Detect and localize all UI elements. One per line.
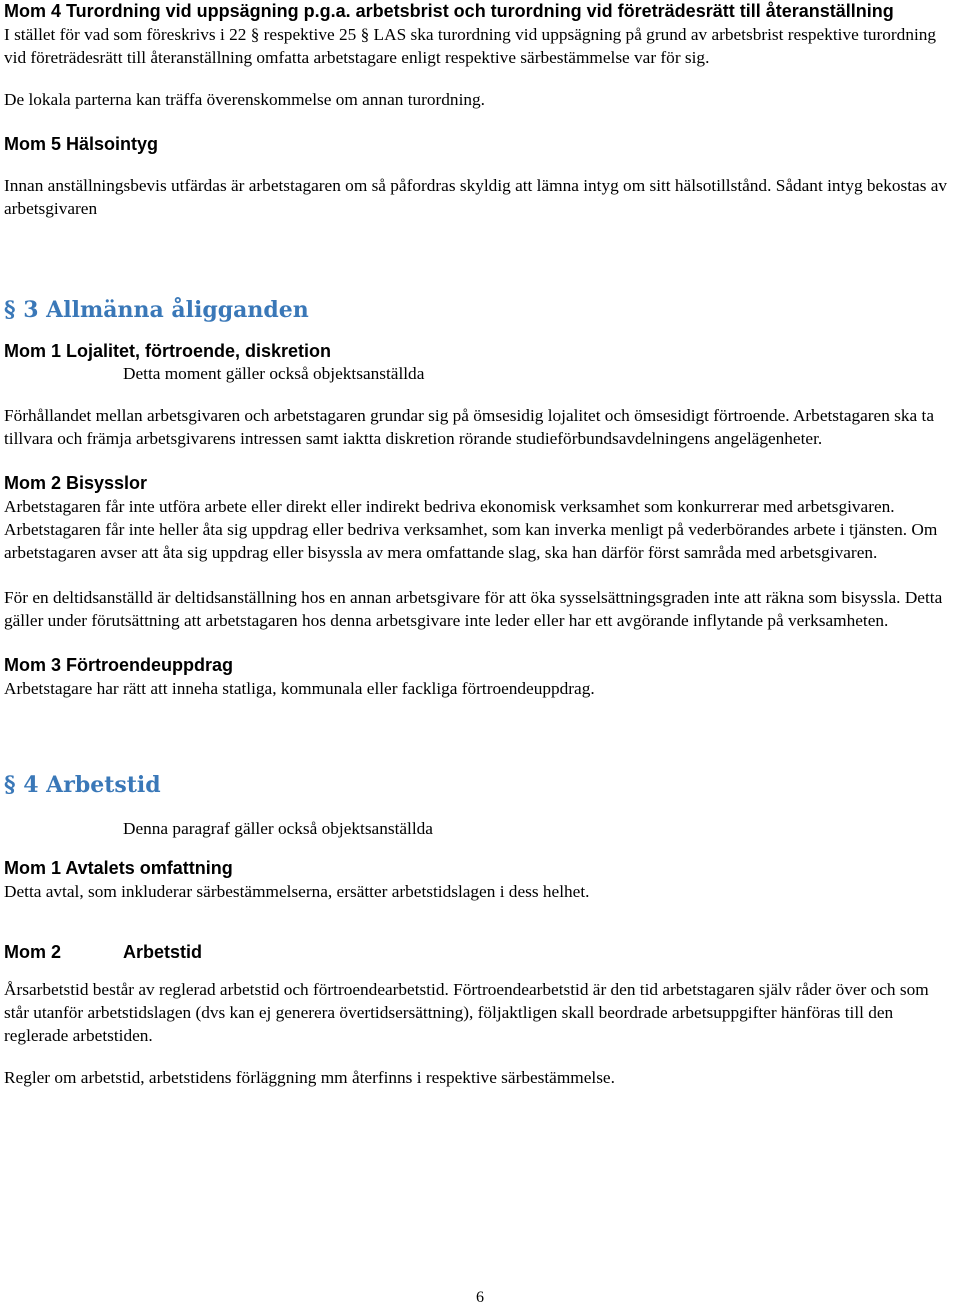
s4-mom2-title: Arbetstid <box>123 942 203 962</box>
section-3-heading <box>4 296 954 324</box>
s3-mom3-paragraph-1: Arbetstagare har rätt att inneha statliga, kommunala eller fackliga förtroendeuppdrag. <box>4 679 595 698</box>
s4-mom1-paragraph-1: Detta avtal, som inkluderar särbestämmelserna, ersätter arbetstidslagen i dess helhet. <box>4 882 590 901</box>
s3-mom3-heading: Mom 3 Förtroendeuppdrag <box>4 655 233 675</box>
s3-mom1-heading: Mom 1 Lojalitet, förtroende, diskretion <box>4 341 332 361</box>
section-symbol: § <box>4 772 16 798</box>
s3-mom1-note: Detta moment gäller också objektsanställda <box>123 364 425 383</box>
mom5-paragraph-1: Innan anställningsbevis utfärdas är arbetstagaren om så påfordras skyldig att lämna intyg om sitt hälsotillstånd. Sådant intyg bekostas av arbetsgivaren <box>4 176 948 218</box>
s4-mom1-heading: Mom 1 Avtalets omfattning <box>4 858 233 878</box>
s4-mom2-paragraph-2: Regler om arbetstid, arbetstidens förläggning mm återfinns i respektive särbestämmelse. <box>4 1068 615 1087</box>
section-3-title: 3 Allmänna åligganden <box>23 297 309 323</box>
section-symbol: § <box>4 297 16 323</box>
section-4-heading <box>4 771 954 799</box>
page-number: 6 <box>476 1289 484 1306</box>
mom4-paragraph-1: I stället för vad som föreskrivs i 22 § respektive 25 § LAS ska turordning vid uppsägning på grund av arbetsbrist respektive turordning vid företrädesrätt till återanställning omfatta arbetstagare enligt respektive särbestämmelse var för sig. <box>4 25 937 67</box>
mom4-heading: Mom 4 Turordning vid uppsägning p.g.a. arbetsbrist och turordning vid företrädesrätt till återanställning <box>4 1 894 21</box>
s4-mom2-heading <box>4 941 954 963</box>
document-page <box>4 0 954 1089</box>
s4-note: Denna paragraf gäller också objektsanställda <box>123 819 433 838</box>
s3-mom1-paragraph-1: Förhållandet mellan arbetsgivaren och arbetstagaren grundar sig på ömsesidig lojalitet och ömsesidigt förtroende. Arbetstagaren ska ta tillvara och främja arbetsgivarens intressen samt iaktta diskretion rörande studieförbundsavdelningens angelägenheter. <box>4 406 935 448</box>
s4-mom2-paragraph-1: Årsarbetstid består av reglerad arbetstid och förtroendearbetstid. Förtroendearbetstid är den tid arbetstagaren själv råder över och som står utanför arbetstidslagen (dvs kan ej generera övertidsersättning), följaktligen skall beordrade arbetsuppgifter hänföras till den reglerade arbetstiden. <box>4 980 929 1045</box>
s3-mom2-heading: Mom 2 Bisysslor <box>4 473 148 493</box>
s4-mom2-label: Mom 2 <box>4 942 62 962</box>
s3-mom2-paragraph-1: Arbetstagaren får inte utföra arbete eller direkt eller indirekt bedriva ekonomisk verksamhet som konkurrerar med arbetsgivaren. Arbetstagaren får inte heller åta sig uppdrag eller bedriva verksamhet, som kan inverka menligt på vederbörandes arbete i tjänsten. Om arbetstagaren avser att åta sig uppdrag eller bisyssla av mera omfattande slag, ska han därför först samråda med arbetsgivaren. <box>4 497 938 562</box>
mom4-paragraph-2: De lokala parterna kan träffa överenskommelse om annan turordning. <box>4 90 485 109</box>
mom5-heading: Mom 5 Hälsointyg <box>4 134 159 154</box>
s3-mom2-paragraph-2: För en deltidsanställd är deltidsanställning hos en annan arbetsgivare för att öka sysselsättningsgraden inte att räkna som bisyssla. Detta gäller under förutsättning att arbetstagaren hos denna arbetsgivare inte leder eller har ett avgörande inflytande på verksamheten. <box>4 588 943 630</box>
section-4-title: 4 Arbetstid <box>23 772 161 798</box>
